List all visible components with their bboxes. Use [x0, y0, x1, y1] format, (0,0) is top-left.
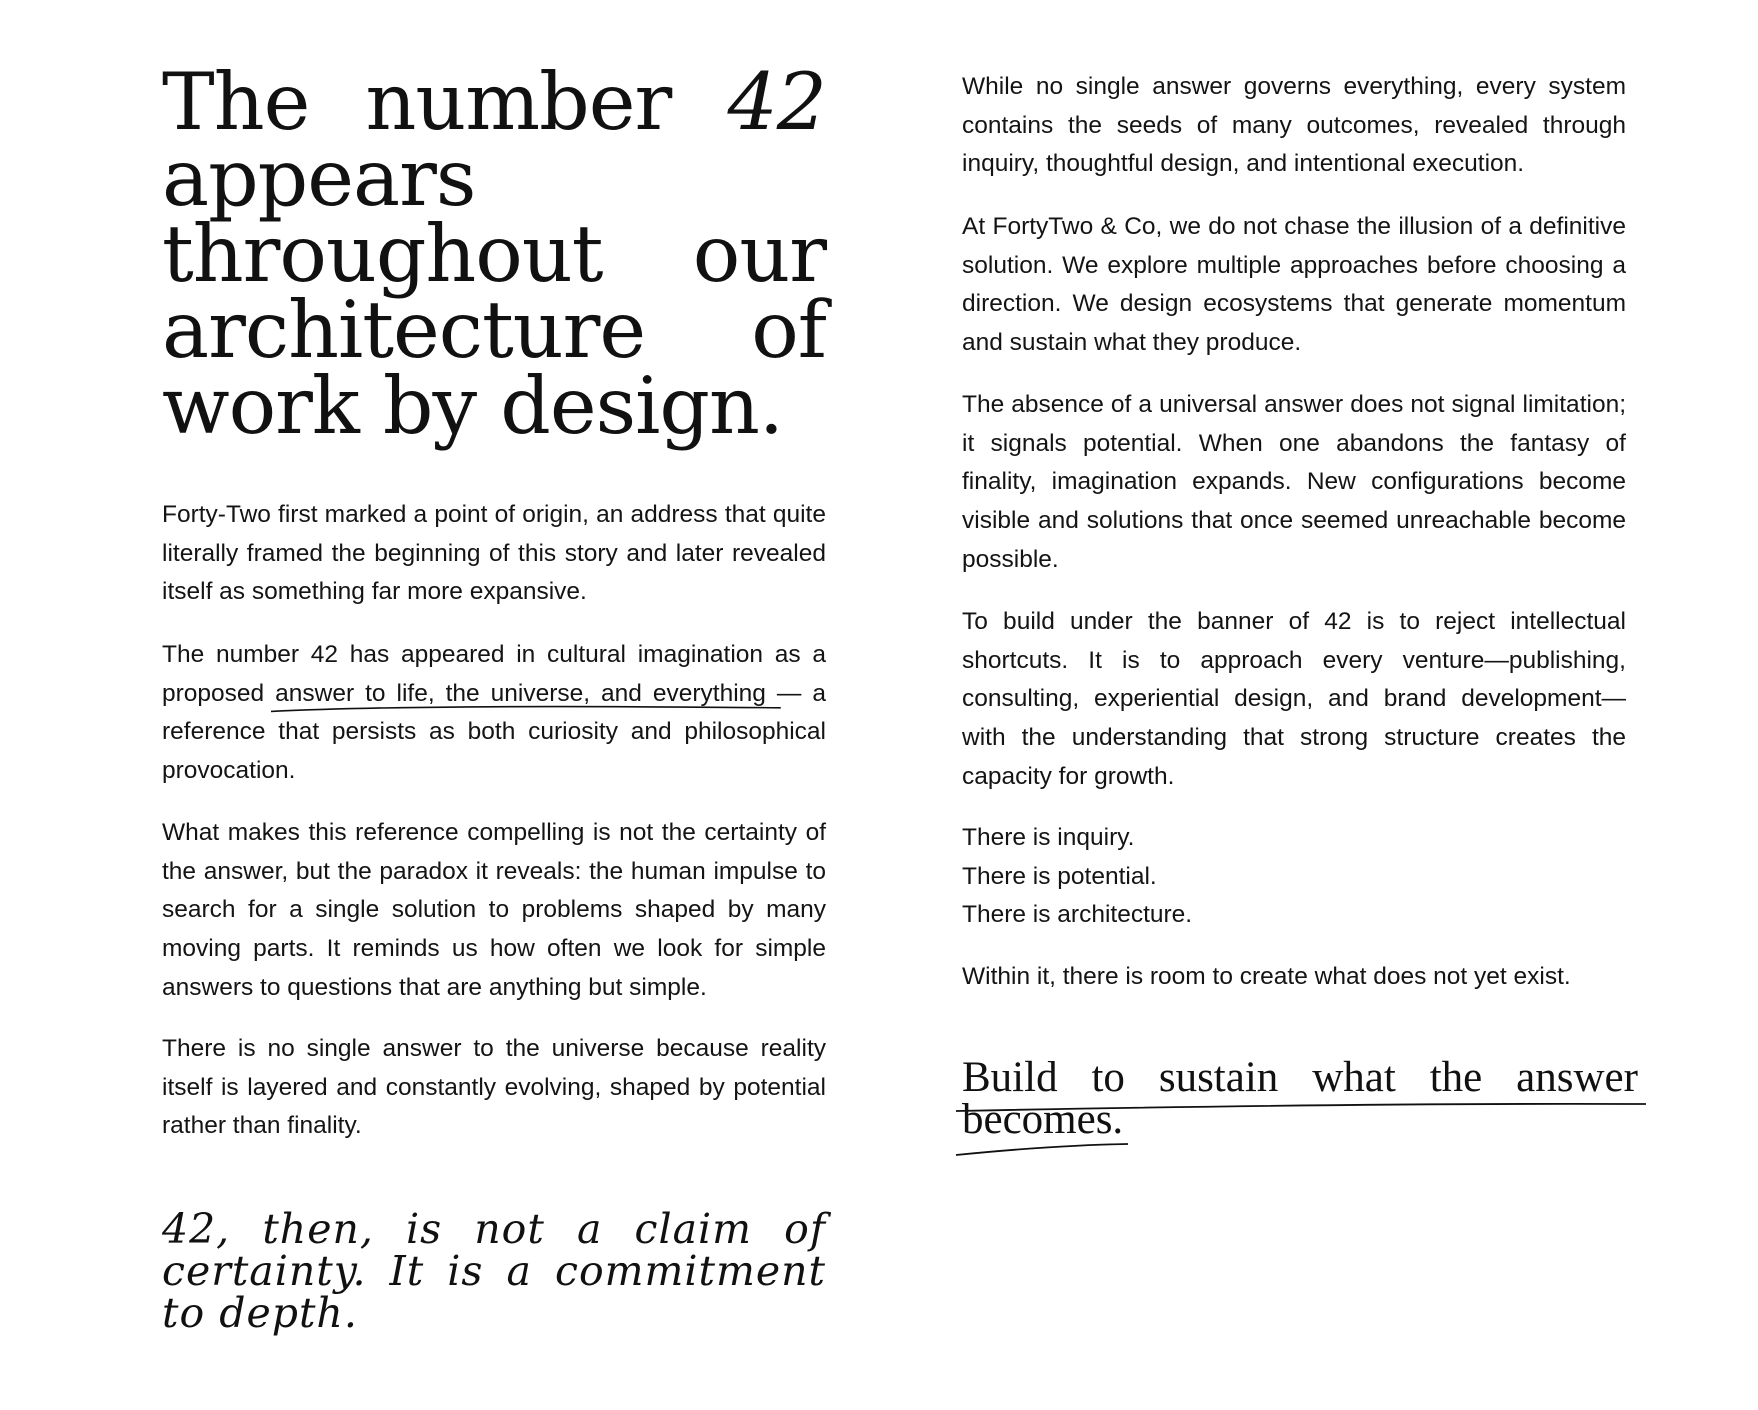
hand-drawn-underline [271, 703, 781, 715]
underlined-phrase [275, 680, 777, 707]
right-paragraph-system: While no single answer governs everything, every system contains the seeds of many outcomes, revealed through inquiry, thoughtful design, and intentional execution. [962, 73, 1626, 178]
right-statement-lines [962, 819, 1626, 935]
paragraph-text: The number 42 has appeared in cultural imagination as a proposed [162, 641, 826, 707]
hand-drawn-underline [956, 1085, 1656, 1165]
closing-word: to [1091, 1054, 1125, 1101]
headline-word: our [692, 208, 826, 300]
left-paragraph-origin: Forty-Two first marked a point of origin, an address that quite literally framed the beginning of this story and later revealed itself as something far more expansive. [162, 501, 826, 606]
left-paragraph-universe: There is no single answer to the universe because reality itself is layered and constantly evolving, shaped by potential rather than finality. [162, 1035, 826, 1140]
left-closing-statement: 42, then, is not a claim of certainty. It is a commitment to depth. [162, 1205, 826, 1337]
closing-word: Build [962, 1054, 1058, 1101]
paragraph-text: — a reference that persists as both curiosity and philosophical provocation. [162, 679, 826, 785]
statement-line: There is inquiry. [962, 824, 1135, 851]
right-paragraph-company: At FortyTwo & Co, we do not chase the illusion of a definitive solution. We explore multiple approaches before choosing a direction. We design ecosystems that generate momentum and sustain what they produce. [962, 213, 1626, 357]
headline-word: work by design. [162, 360, 783, 452]
page-headline [162, 56, 826, 452]
statement-line: There is potential. [962, 862, 1157, 890]
closing-word: what [1312, 1054, 1396, 1101]
left-paragraph-paradox: What makes this reference compelling is not the certainty of the answer, but the paradox it reveals: the human impulse to search for a single solution to problems shaped by many moving parts. It reminds us how often we look for simple answers to questions that are anything but simple. [162, 819, 826, 1001]
headline-word: architecture [162, 284, 646, 376]
left-paragraph-cultural [162, 636, 826, 791]
headline-word: of [751, 284, 826, 376]
right-paragraph-potential: The absence of a universal answer does not signal limitation; it signals potential. When one abandons the fantasy of finality, imagination expands. New configurations become visible and solutions that once seemed unreachable become possible. [962, 391, 1626, 573]
headline-row [162, 56, 826, 148]
closing-word: answer [1516, 1054, 1638, 1101]
headline-row [162, 132, 826, 224]
headline-row [162, 208, 826, 300]
headline-word: number [365, 56, 672, 148]
headline-word: throughout [162, 208, 603, 300]
headline-number: 42 [727, 56, 826, 148]
headline-word: appears [162, 132, 476, 224]
right-paragraph-banner: To build under the banner of 42 is to reject intellectual shortcuts. It is to approach every venture—publishing, consulting, experiential design, and brand development—with the understanding that strong structure creates the capacity for growth. [962, 608, 1626, 790]
closing-word: the [1429, 1054, 1483, 1101]
headline-word: The [162, 56, 310, 148]
closing-word: sustain [1158, 1054, 1279, 1101]
right-closing-statement [962, 1054, 1642, 1143]
headline-row [162, 360, 826, 452]
statement-line: There is architecture. [962, 901, 1193, 929]
closing-line: becomes. [962, 1096, 1124, 1143]
headline-row [162, 284, 826, 376]
right-paragraph-room: Within it, there is room to create what does not yet exist. [962, 963, 1571, 990]
underlined-phrase-text: answer to life, the universe, and everything [275, 679, 777, 707]
